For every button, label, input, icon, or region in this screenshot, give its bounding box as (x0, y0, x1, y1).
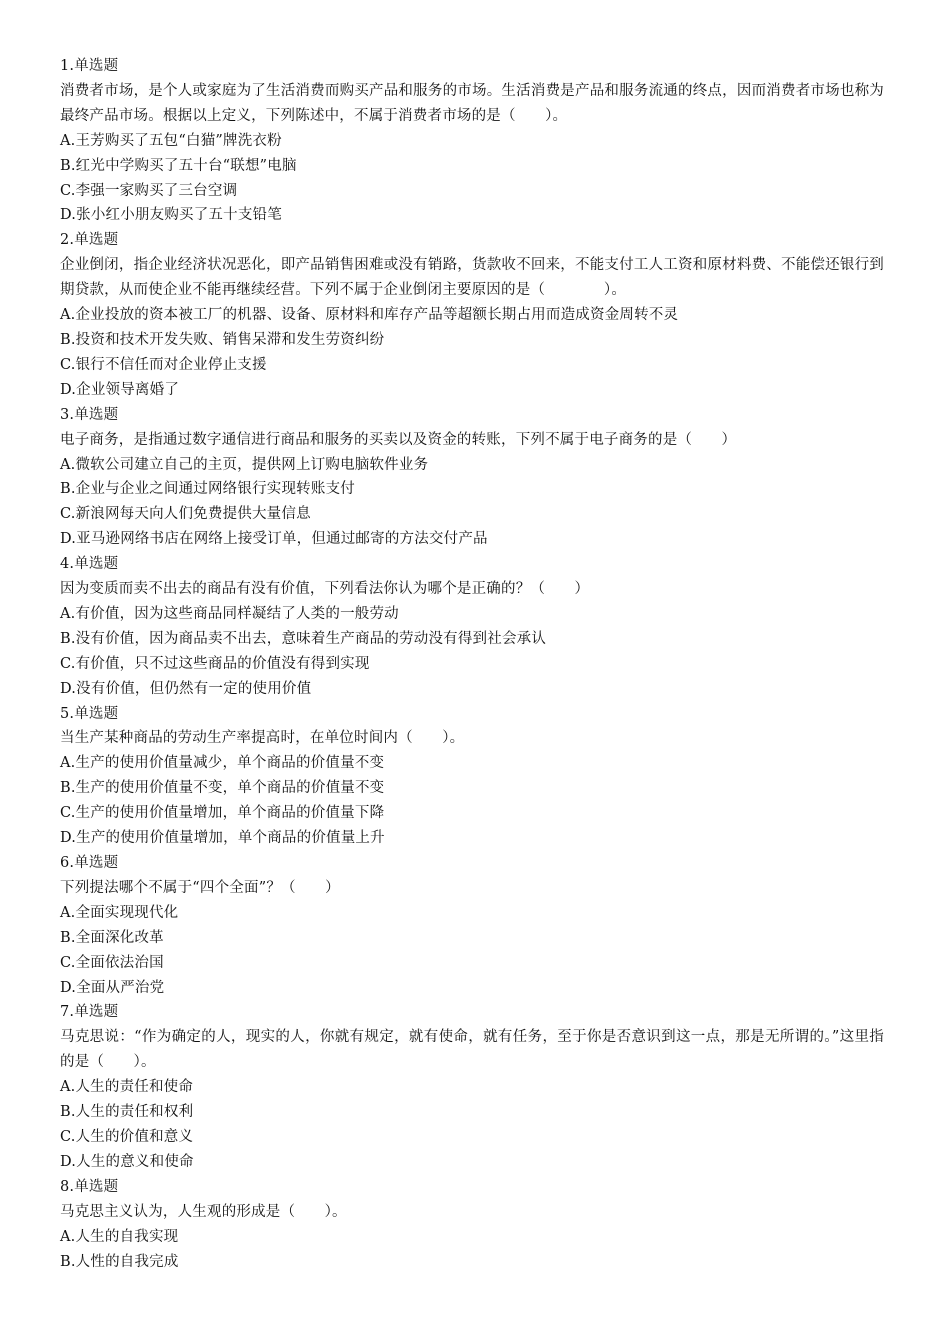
question-stem: 消费者市场，是个人或家庭为了生活消费而购买产品和服务的市场。生活消费是产品和服务流通的终点，因而消费者市场也称为最终产品市场。根据以上定义，下列陈述中，不属于消费者市场的是（ ）。 (60, 82, 884, 124)
option-b: B.全面深化改革 (60, 929, 164, 946)
option-d: D.全面从严治党 (60, 979, 165, 996)
option-d: D.张小红小朋友购买了五十支铅笔 (60, 207, 282, 224)
option-b: B.企业与企业之间通过网络银行实现转账支付 (60, 481, 355, 498)
option-b: B.生产的使用价值量不变，单个商品的价值量不变 (60, 780, 385, 797)
option-d: D.人生的意义和使命 (60, 1153, 194, 1170)
question-1 (60, 54, 884, 228)
question-2 (60, 228, 884, 402)
option-b: B.没有价值，因为商品卖不出去，意味着生产商品的劳动没有得到社会承认 (60, 630, 547, 647)
option-c: C.有价值，只不过这些商品的价值没有得到实现 (60, 655, 370, 672)
question-header: 3.单选题 (60, 406, 119, 423)
question-header: 8.单选题 (60, 1178, 119, 1195)
option-a: A.王芳购买了五包“白猫”牌洗衣粉 (60, 132, 282, 149)
question-header: 6.单选题 (60, 855, 119, 871)
question-stem: 马克思说：“作为确定的人，现实的人，你就有规定，就有使命，就有任务，至于你是否意识到这一点，那是无所谓的。”这里指的是（ ）。 (60, 1029, 884, 1071)
option-c: C.李强一家购买了三台空调 (60, 182, 238, 199)
question-stem: 因为变质而卖不出去的商品有没有价值，下列看法你认为哪个是正确的？（ ） (60, 581, 590, 598)
option-a: A.全面实现现代化 (60, 904, 179, 921)
question-header: 1.单选题 (60, 58, 119, 74)
option-b: B.人生的责任和权利 (60, 1104, 194, 1121)
question-6 (60, 851, 884, 1000)
option-d: D.企业领导离婚了 (60, 381, 180, 398)
question-header: 5.单选题 (60, 705, 119, 722)
option-d: D.没有价值，但仍然有一定的使用价值 (60, 680, 312, 697)
question-stem: 当生产某种商品的劳动生产率提高时，在单位时间内（ ）。 (60, 730, 465, 747)
question-stem: 电子商务，是指通过数字通信进行商品和服务的买卖以及资金的转账，下列不属于电子商务的是（ ） (60, 431, 737, 448)
option-c: C.全面依法治国 (60, 954, 164, 971)
option-c: C.新浪网每天向人们免费提供大量信息 (60, 506, 311, 523)
option-b: B.人性的自我完成 (60, 1253, 179, 1270)
question-7 (60, 1000, 884, 1174)
question-header: 2.单选题 (60, 232, 119, 249)
question-5 (60, 702, 884, 851)
question-header: 7.单选题 (60, 1004, 119, 1021)
question-stem: 马克思主义认为，人生观的形成是（ ）。 (60, 1203, 347, 1220)
option-a: A.生产的使用价值量减少，单个商品的价值量不变 (60, 755, 385, 772)
option-d: D.亚马逊网络书店在网络上接受订单，但通过邮寄的方法交付产品 (60, 531, 488, 548)
option-a: A.微软公司建立自己的主页，提供网上订购电脑软件业务 (60, 456, 429, 473)
option-b: B.红光中学购买了五十台“联想”电脑 (60, 157, 297, 174)
option-d: D.生产的使用价值量增加，单个商品的价值量上升 (60, 830, 385, 847)
option-b: B.投资和技术开发失败、销售呆滞和发生劳资纠纷 (60, 331, 385, 348)
question-header: 4.单选题 (60, 556, 119, 573)
question-stem: 企业倒闭，指企业经济状况恶化，即产品销售困难或没有销路，货款收不回来，不能支付工人工资和原材料费、不能偿还银行到期贷款，从而使企业不能再继续经营。下列不属于企业倒闭主要原因的是（ ）。 (60, 257, 884, 299)
option-a: A.人生的责任和使命 (60, 1079, 194, 1096)
option-c: C.人生的价值和意义 (60, 1128, 194, 1145)
option-a: A.人生的自我实现 (60, 1228, 179, 1245)
option-a: A.企业投放的资本被工厂的机器、设备、原材料和库存产品等超额长期占用而造成资金周转不灵 (60, 307, 679, 324)
option-a: A.有价值，因为这些商品同样凝结了人类的一般劳动 (60, 605, 399, 622)
question-3 (60, 403, 884, 552)
question-8 (60, 1175, 884, 1275)
option-c: C.生产的使用价值量增加，单个商品的价值量下降 (60, 805, 385, 822)
question-4 (60, 552, 884, 701)
option-c: C.银行不信任而对企业停止支援 (60, 356, 267, 373)
question-stem: 下列提法哪个不属于“四个全面”？（ ） (60, 879, 340, 896)
